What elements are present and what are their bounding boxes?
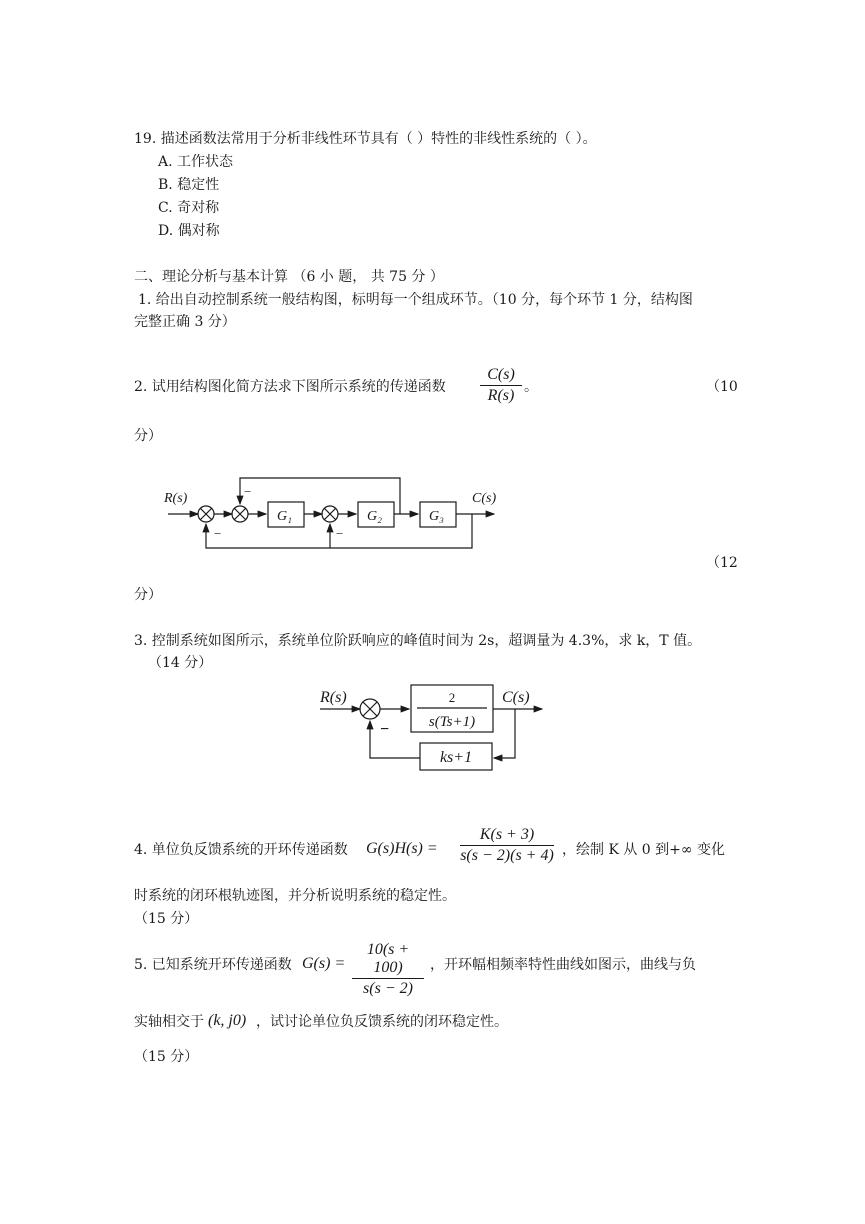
fig1-output-label: C(s) — [472, 491, 497, 506]
q4-denominator: s(s − 2)(s + 4) — [460, 847, 554, 864]
q19-option-a: A. 工作状态 — [158, 154, 234, 170]
q4-text-a: 4. 单位负反馈系统的开环传递函数 — [134, 842, 348, 858]
forward-denominator: s(Ts+1) — [428, 714, 476, 730]
q5-text-b: ，开环幅相频率特性曲线如图示，曲线与负 — [430, 957, 696, 973]
q2-numerator: C(s) — [480, 366, 522, 386]
q4-text-c: 时系统的闭环根轨迹图，并分析说明系统的稳定性。 — [134, 888, 456, 904]
section-heading: 二、理论分析与基本计算 （6 小 题， 共 75 分 ） — [134, 269, 444, 285]
q5-text-c1: 实轴相交于 — [134, 1014, 204, 1030]
minus-sign-top: − — [244, 484, 252, 499]
q19-option-d: D. 偶对称 — [158, 223, 220, 239]
q5-fraction — [352, 941, 424, 998]
q5-text-c2: ，试讨论单位负反馈系统的闭环稳定性。 — [256, 1014, 508, 1030]
q19-stem: 19. 描述函数法常用于分析非线性环节具有（ ）特性的非线性系统的（ ）。 — [134, 131, 597, 147]
q5-numerator: 10(s + 100) — [352, 941, 424, 979]
q2-fraction — [480, 366, 522, 405]
q5-score: （15 分） — [134, 1049, 199, 1065]
minus-sign: − — [380, 721, 390, 738]
fig2-input-label: R(s) — [320, 689, 347, 706]
q5-point: (k, j0) — [208, 1012, 247, 1029]
forward-numerator: 2 — [448, 690, 456, 705]
fig1-input-label: R(s) — [164, 491, 188, 506]
q3-line1: 3. 控制系统如图所示，系统单位阶跃响应的峰值时间为 2s，超调量为 4.3%，求 k，T 值。 — [134, 633, 702, 649]
q2-denominator: R(s) — [487, 387, 515, 404]
feedback-block: ks+1 — [439, 749, 473, 766]
q4-fraction — [460, 826, 554, 865]
block-diagram-2 — [318, 682, 550, 774]
q2-score-a: （10 — [706, 379, 738, 395]
q3-line2: （14 分） — [148, 655, 213, 671]
q1-line2: 完整正确 3 分） — [134, 314, 236, 330]
q2-text: 2. 试用结构图化简方法求下图所示系统的传递函数 — [134, 379, 446, 395]
q1-line1: 1. 给出自动控制系统一般结构图，标明每一个组成环节。（10 分，每个环节 1 分，结构图 — [138, 292, 693, 308]
q2-end: 。 — [524, 379, 538, 395]
score12-b: 分） — [134, 587, 162, 603]
block-diagram-1 — [160, 470, 510, 558]
q4-lhs: G(s)H(s) = — [366, 840, 438, 857]
q4-numerator: K(s + 3) — [460, 826, 554, 846]
minus-sign-inner: − — [336, 526, 344, 541]
block-g1: G₁ — [277, 509, 292, 524]
block-g3: G₃ — [429, 509, 444, 524]
fig2-output-label: C(s) — [502, 689, 530, 706]
block-g2: G₂ — [367, 509, 382, 524]
q5-denominator: s(s − 2) — [363, 980, 413, 997]
minus-sign-outer: − — [214, 526, 222, 541]
score12-a: （12 — [706, 555, 738, 571]
q19-option-b: B. 稳定性 — [158, 177, 220, 193]
q5-lhs: G(s) = — [302, 955, 346, 972]
q4-score: （15 分） — [134, 911, 199, 927]
q19-option-c: C. 奇对称 — [158, 200, 220, 216]
q2-score-b: 分） — [134, 428, 162, 444]
q5-text-a: 5. 已知系统开环传递函数 — [134, 957, 292, 973]
q4-text-b: ，绘制 K 从 0 到+∞ 变化 — [562, 842, 726, 858]
